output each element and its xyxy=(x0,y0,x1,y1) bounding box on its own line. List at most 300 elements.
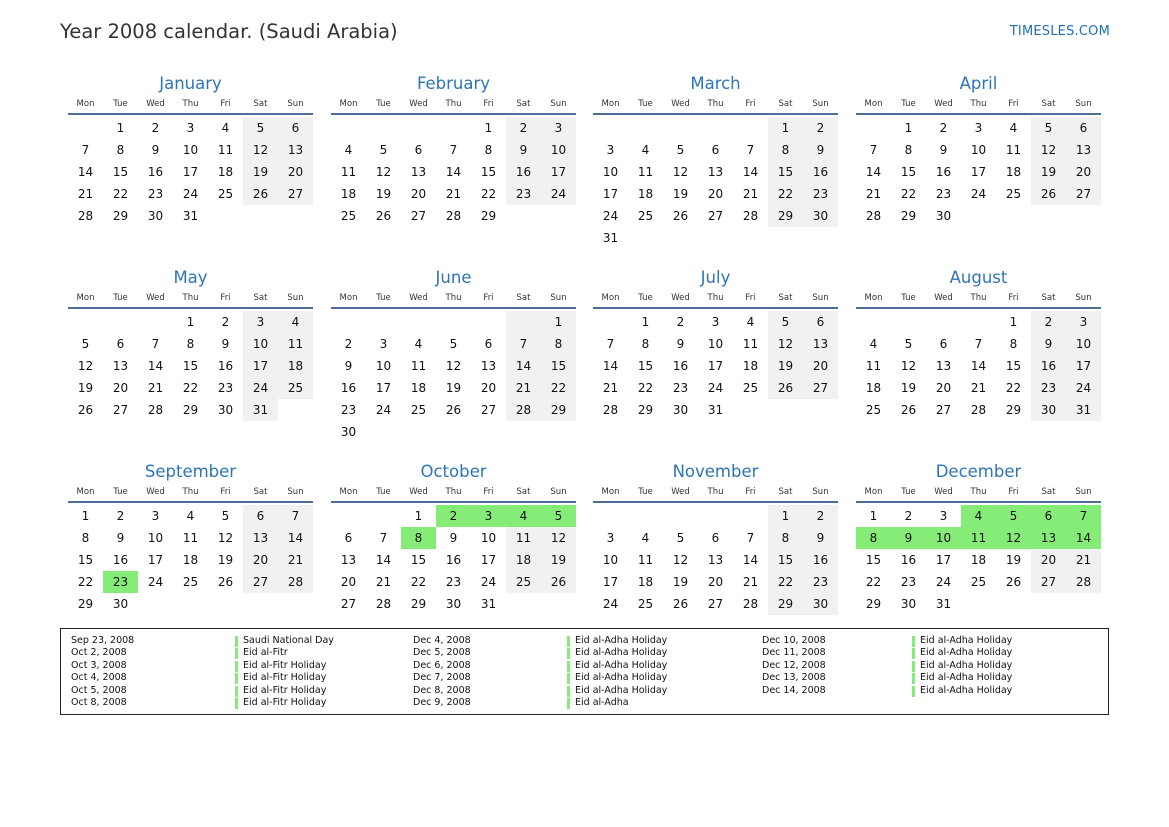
day-cell: 11 xyxy=(410,359,427,373)
empty-cell xyxy=(663,227,698,249)
empty-cell xyxy=(366,311,401,333)
empty-cell xyxy=(541,421,576,443)
day-cell: 13 xyxy=(1066,139,1101,161)
weekday-header: Mon xyxy=(856,483,891,503)
weekday-header: Sat xyxy=(243,483,278,503)
empty-cell xyxy=(278,399,313,421)
weekday-header: Thu xyxy=(961,95,996,115)
day-cell: 26 xyxy=(1005,575,1022,589)
empty-cell xyxy=(471,421,506,443)
day-cell: 25 xyxy=(970,575,987,589)
weekday-header: Tue xyxy=(103,95,138,115)
day-cell: 21 xyxy=(742,575,759,589)
empty-cell xyxy=(401,117,436,139)
day-cell: 23 xyxy=(147,187,164,201)
day-cell: 30 xyxy=(147,209,164,223)
holiday-color-marker xyxy=(912,636,915,647)
day-cell: 25 xyxy=(506,571,541,593)
day-cell: 24 xyxy=(480,575,497,589)
empty-cell xyxy=(331,505,366,527)
holiday-color-marker xyxy=(235,698,238,709)
day-cell: 16 xyxy=(803,549,838,571)
day-cell: 23 xyxy=(1031,377,1066,399)
day-cell: 16 xyxy=(112,553,129,567)
month-june xyxy=(331,268,576,443)
legend-row xyxy=(413,660,733,672)
day-cell: 22 xyxy=(480,187,497,201)
day-cell: 15 xyxy=(480,165,497,179)
holiday-date: Dec 10, 2008 xyxy=(762,635,826,646)
empty-cell xyxy=(506,311,541,333)
day-cell: 10 xyxy=(926,527,961,549)
empty-cell xyxy=(366,117,401,139)
holiday-color-marker xyxy=(912,661,915,672)
day-cell: 28 xyxy=(445,209,462,223)
holiday-color-marker xyxy=(235,686,238,697)
day-cell: 6 xyxy=(484,337,493,351)
day-cell: 28 xyxy=(506,399,541,421)
day-cell: 10 xyxy=(602,553,619,567)
day-cell: 29 xyxy=(1005,403,1022,417)
weekday-header: Thu xyxy=(436,95,471,115)
day-cell: 4 xyxy=(221,121,230,135)
weekday-header: Tue xyxy=(103,289,138,309)
weekday-header: Sat xyxy=(1031,95,1066,115)
day-cell: 4 xyxy=(961,505,996,527)
empty-cell xyxy=(733,505,768,527)
month-days-grid xyxy=(593,483,838,615)
day-cell: 11 xyxy=(637,553,654,567)
day-cell: 11 xyxy=(340,165,357,179)
day-cell: 27 xyxy=(243,571,278,593)
day-cell: 11 xyxy=(217,143,234,157)
month-days-grid xyxy=(593,289,838,421)
day-cell: 8 xyxy=(81,531,90,545)
empty-cell xyxy=(663,117,698,139)
day-cell: 17 xyxy=(1066,355,1101,377)
day-cell: 30 xyxy=(340,425,357,439)
day-cell: 23 xyxy=(340,403,357,417)
day-cell: 6 xyxy=(278,117,313,139)
day-cell: 24 xyxy=(375,403,392,417)
weekday-header: Fri xyxy=(471,483,506,503)
day-cell: 8 xyxy=(768,139,803,161)
day-cell: 16 xyxy=(445,553,462,567)
month-days-grid xyxy=(68,95,313,227)
weekday-header: Sat xyxy=(243,289,278,309)
day-cell: 31 xyxy=(935,597,952,611)
day-cell: 11 xyxy=(961,527,996,549)
day-cell: 31 xyxy=(243,399,278,421)
day-cell: 24 xyxy=(182,187,199,201)
day-cell: 1 xyxy=(484,121,493,135)
weekday-header: Tue xyxy=(103,483,138,503)
month-april xyxy=(856,74,1101,227)
weekday-header: Fri xyxy=(208,483,243,503)
day-cell: 9 xyxy=(449,531,458,545)
weekday-header: Fri xyxy=(733,95,768,115)
holiday-name: Eid al-Adha xyxy=(575,696,629,708)
empty-cell xyxy=(541,205,576,227)
day-cell: 15 xyxy=(637,359,654,373)
day-cell: 14 xyxy=(375,553,392,567)
day-cell: 16 xyxy=(900,553,917,567)
day-cell: 18 xyxy=(182,553,199,567)
day-cell: 29 xyxy=(865,597,882,611)
holiday-date: Dec 5, 2008 xyxy=(413,647,471,659)
month-name: March xyxy=(690,74,741,93)
day-cell: 9 xyxy=(506,139,541,161)
weekday-header: Wed xyxy=(926,289,961,309)
month-days-grid xyxy=(68,289,313,421)
day-cell: 4 xyxy=(414,337,423,351)
page-title: Year 2008 calendar. (Saudi Arabia) xyxy=(60,20,398,43)
day-cell: 4 xyxy=(641,143,650,157)
day-cell: 20 xyxy=(707,575,724,589)
empty-cell xyxy=(628,227,663,249)
day-cell: 7 xyxy=(869,143,878,157)
day-cell: 10 xyxy=(1066,333,1101,355)
day-cell: 14 xyxy=(77,165,94,179)
holiday-name: Eid al-Fitr Holiday xyxy=(243,672,327,684)
holiday-color-marker xyxy=(235,661,238,672)
weekday-header: Wed xyxy=(926,483,961,503)
day-cell: 24 xyxy=(1066,377,1101,399)
day-cell: 27 xyxy=(1031,571,1066,593)
day-cell: 2 xyxy=(344,337,353,351)
holiday-color-marker xyxy=(912,648,915,659)
weekday-header: Fri xyxy=(208,289,243,309)
day-cell: 30 xyxy=(803,205,838,227)
weekday-header: Mon xyxy=(68,95,103,115)
day-cell: 19 xyxy=(1031,161,1066,183)
day-cell: 6 xyxy=(116,337,125,351)
day-cell: 4 xyxy=(344,143,353,157)
day-cell: 1 xyxy=(768,505,803,527)
day-cell: 19 xyxy=(77,381,94,395)
day-cell: 16 xyxy=(672,359,689,373)
weekday-header: Sun xyxy=(278,95,313,115)
weekday-header: Sun xyxy=(278,289,313,309)
day-cell: 7 xyxy=(151,337,160,351)
day-cell: 14 xyxy=(278,527,313,549)
weekday-header: Wed xyxy=(401,289,436,309)
day-cell: 27 xyxy=(340,597,357,611)
holiday-name: Eid al-Adha Holiday xyxy=(575,684,668,696)
empty-cell xyxy=(278,593,313,615)
day-cell: 17 xyxy=(182,165,199,179)
day-cell: 13 xyxy=(707,165,724,179)
day-cell: 17 xyxy=(935,553,952,567)
site-link[interactable]: TIMESLES.COM xyxy=(1009,24,1110,39)
holiday-color-marker xyxy=(235,673,238,684)
day-cell: 5 xyxy=(904,337,913,351)
empty-cell xyxy=(1066,593,1101,615)
weekday-header: Fri xyxy=(733,289,768,309)
day-cell: 26 xyxy=(445,403,462,417)
holiday-name: Eid al-Adha Holiday xyxy=(920,647,1013,659)
day-cell: 5 xyxy=(1031,117,1066,139)
holiday-date: Sep 23, 2008 xyxy=(71,635,135,646)
month-name: February xyxy=(416,74,491,93)
day-cell: 2 xyxy=(803,505,838,527)
day-cell: 22 xyxy=(637,381,654,395)
day-cell: 7 xyxy=(974,337,983,351)
day-cell: 16 xyxy=(506,161,541,183)
day-cell: 3 xyxy=(243,311,278,333)
legend-row xyxy=(71,647,391,659)
day-cell: 28 xyxy=(375,597,392,611)
day-cell: 29 xyxy=(900,209,917,223)
day-cell: 17 xyxy=(147,553,164,567)
weekday-header: Thu xyxy=(698,95,733,115)
weekday-header: Sun xyxy=(541,289,576,309)
day-cell: 28 xyxy=(602,403,619,417)
empty-cell xyxy=(436,117,471,139)
holiday-color-marker xyxy=(235,648,238,659)
empty-cell xyxy=(1066,205,1101,227)
weekday-header: Wed xyxy=(663,483,698,503)
day-cell: 13 xyxy=(1031,527,1066,549)
holiday-legend xyxy=(60,628,1109,715)
empty-cell xyxy=(366,421,401,443)
day-cell: 18 xyxy=(410,381,427,395)
day-cell: 23 xyxy=(217,381,234,395)
day-cell: 7 xyxy=(746,531,755,545)
day-cell: 2 xyxy=(151,121,160,135)
day-cell: 1 xyxy=(186,315,195,329)
day-cell: 1 xyxy=(641,315,650,329)
day-cell: 31 xyxy=(1066,399,1101,421)
day-cell: 15 xyxy=(182,359,199,373)
holiday-color-marker xyxy=(912,686,915,697)
weekday-header: Sat xyxy=(768,95,803,115)
day-cell: 23 xyxy=(803,183,838,205)
day-cell: 20 xyxy=(1066,161,1101,183)
day-cell: 29 xyxy=(541,399,576,421)
day-cell: 19 xyxy=(217,553,234,567)
day-cell: 18 xyxy=(340,187,357,201)
empty-cell xyxy=(803,227,838,249)
day-cell: 10 xyxy=(602,165,619,179)
empty-cell xyxy=(208,205,243,227)
day-cell: 11 xyxy=(1005,143,1022,157)
day-cell: 29 xyxy=(77,597,94,611)
weekday-header: Sat xyxy=(506,483,541,503)
day-cell: 27 xyxy=(803,377,838,399)
weekday-header: Wed xyxy=(138,289,173,309)
holiday-name: Eid al-Fitr Holiday xyxy=(243,696,327,708)
holiday-name: Eid al-Fitr xyxy=(243,647,288,659)
weekday-header: Thu xyxy=(173,289,208,309)
weekday-header: Thu xyxy=(961,289,996,309)
month-name: April xyxy=(959,74,998,93)
empty-cell xyxy=(138,311,173,333)
holiday-name: Eid al-Adha Holiday xyxy=(920,659,1013,671)
day-cell: 5 xyxy=(221,509,230,523)
day-cell: 29 xyxy=(410,597,427,611)
day-cell: 15 xyxy=(900,165,917,179)
empty-cell xyxy=(768,399,803,421)
legend-row xyxy=(71,685,391,697)
day-cell: 29 xyxy=(768,593,803,615)
legend-row xyxy=(762,660,1082,672)
day-cell: 28 xyxy=(77,209,94,223)
day-cell: 13 xyxy=(243,527,278,549)
weekday-header: Mon xyxy=(68,483,103,503)
day-cell: 10 xyxy=(970,143,987,157)
day-cell: 14 xyxy=(1066,527,1101,549)
day-cell: 7 xyxy=(449,143,458,157)
day-cell: 19 xyxy=(672,187,689,201)
holiday-date: Oct 5, 2008 xyxy=(71,684,127,696)
weekday-header: Mon xyxy=(856,95,891,115)
holiday-date: Dec 14, 2008 xyxy=(762,684,826,696)
holiday-color-marker xyxy=(567,661,570,672)
holiday-date: Dec 7, 2008 xyxy=(413,672,471,684)
day-cell: 3 xyxy=(974,121,983,135)
month-name: November xyxy=(672,462,759,481)
holiday-color-marker xyxy=(912,673,915,684)
day-cell: 30 xyxy=(217,403,234,417)
month-august xyxy=(856,268,1101,421)
month-days-grid xyxy=(331,483,576,615)
day-cell: 5 xyxy=(243,117,278,139)
day-cell: 25 xyxy=(742,381,759,395)
day-cell: 4 xyxy=(506,505,541,527)
day-cell: 26 xyxy=(243,183,278,205)
holiday-date: Dec 11, 2008 xyxy=(762,647,826,659)
legend-row xyxy=(413,697,733,709)
day-cell: 27 xyxy=(935,403,952,417)
empty-cell xyxy=(961,205,996,227)
day-cell: 12 xyxy=(768,333,803,355)
weekday-header: Fri xyxy=(208,95,243,115)
day-cell: 20 xyxy=(278,161,313,183)
day-cell: 26 xyxy=(77,403,94,417)
empty-cell xyxy=(733,399,768,421)
day-cell: 2 xyxy=(221,315,230,329)
day-cell: 6 xyxy=(414,143,423,157)
legend-row xyxy=(762,672,1082,684)
legend-row xyxy=(413,672,733,684)
day-cell: 26 xyxy=(375,209,392,223)
day-cell: 15 xyxy=(1005,359,1022,373)
day-cell: 1 xyxy=(904,121,913,135)
empty-cell xyxy=(698,117,733,139)
day-cell: 30 xyxy=(112,597,129,611)
weekday-header: Sat xyxy=(1031,289,1066,309)
month-name: May xyxy=(173,268,208,287)
day-cell: 12 xyxy=(672,165,689,179)
day-cell: 5 xyxy=(81,337,90,351)
day-cell: 27 xyxy=(1066,183,1101,205)
empty-cell xyxy=(278,205,313,227)
empty-cell xyxy=(103,311,138,333)
day-cell: 12 xyxy=(672,553,689,567)
weekday-header: Sat xyxy=(243,95,278,115)
day-cell: 3 xyxy=(151,509,160,523)
day-cell: 17 xyxy=(375,381,392,395)
day-cell: 10 xyxy=(147,531,164,545)
day-cell: 23 xyxy=(506,183,541,205)
month-name: September xyxy=(144,462,237,481)
weekday-header: Tue xyxy=(366,289,401,309)
day-cell: 26 xyxy=(672,209,689,223)
day-cell: 23 xyxy=(103,571,138,593)
month-march xyxy=(593,74,838,249)
empty-cell xyxy=(331,311,366,333)
day-cell: 5 xyxy=(449,337,458,351)
day-cell: 8 xyxy=(484,143,493,157)
day-cell: 30 xyxy=(935,209,952,223)
day-cell: 1 xyxy=(81,509,90,523)
day-cell: 24 xyxy=(147,575,164,589)
legend-row xyxy=(71,672,391,684)
day-cell: 13 xyxy=(480,359,497,373)
day-cell: 11 xyxy=(506,527,541,549)
day-cell: 18 xyxy=(217,165,234,179)
day-cell: 7 xyxy=(278,505,313,527)
day-cell: 6 xyxy=(243,505,278,527)
empty-cell xyxy=(628,117,663,139)
empty-cell xyxy=(663,505,698,527)
weekday-header: Fri xyxy=(733,483,768,503)
legend-row xyxy=(762,635,1082,647)
day-cell: 28 xyxy=(865,209,882,223)
day-cell: 21 xyxy=(77,187,94,201)
weekday-header: Mon xyxy=(331,95,366,115)
day-cell: 15 xyxy=(865,553,882,567)
day-cell: 11 xyxy=(637,165,654,179)
day-cell: 13 xyxy=(278,139,313,161)
day-cell: 25 xyxy=(217,187,234,201)
month-january xyxy=(68,74,313,227)
weekday-header: Sun xyxy=(803,483,838,503)
weekday-header: Wed xyxy=(401,95,436,115)
day-cell: 20 xyxy=(707,187,724,201)
day-cell: 4 xyxy=(746,315,755,329)
day-cell: 23 xyxy=(935,187,952,201)
holiday-name: Eid al-Adha Holiday xyxy=(920,635,1013,646)
day-cell: 3 xyxy=(606,531,615,545)
weekday-header: Sun xyxy=(541,483,576,503)
day-cell: 14 xyxy=(742,165,759,179)
day-cell: 15 xyxy=(768,161,803,183)
day-cell: 6 xyxy=(939,337,948,351)
day-cell: 14 xyxy=(602,359,619,373)
day-cell: 12 xyxy=(375,165,392,179)
day-cell: 21 xyxy=(278,549,313,571)
month-december xyxy=(856,462,1101,615)
month-name: June xyxy=(435,268,472,287)
month-name: July xyxy=(700,268,731,287)
day-cell: 24 xyxy=(707,381,724,395)
day-cell: 12 xyxy=(243,139,278,161)
day-cell: 8 xyxy=(1009,337,1018,351)
day-cell: 10 xyxy=(375,359,392,373)
day-cell: 14 xyxy=(147,359,164,373)
month-july xyxy=(593,268,838,421)
holiday-name: Saudi National Day xyxy=(243,635,334,646)
day-cell: 10 xyxy=(707,337,724,351)
day-cell: 12 xyxy=(1031,139,1066,161)
day-cell: 10 xyxy=(541,139,576,161)
month-days-grid xyxy=(331,95,576,227)
day-cell: 4 xyxy=(869,337,878,351)
holiday-date: Dec 6, 2008 xyxy=(413,659,471,671)
day-cell: 11 xyxy=(278,333,313,355)
